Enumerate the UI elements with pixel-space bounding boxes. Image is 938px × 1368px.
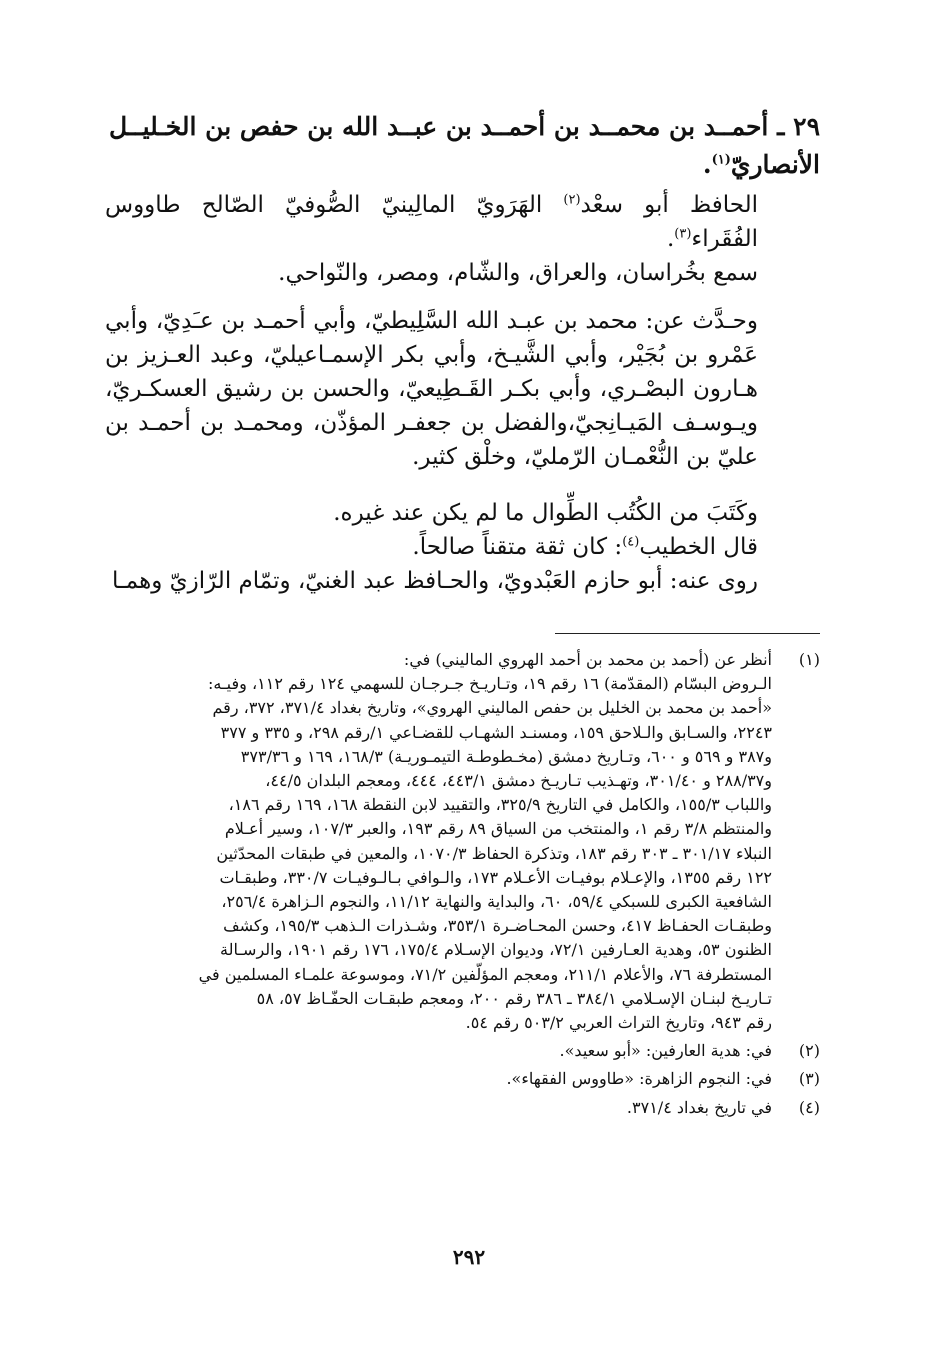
paragraph-text: قال الخطيب <box>639 534 758 560</box>
paragraph-text: . <box>666 226 675 252</box>
paragraph <box>105 530 820 564</box>
footnote-ref[interactable]: (١) <box>711 152 731 168</box>
main-text <box>105 108 820 598</box>
footnote-line: ٢٢٤٣، والسـابق والـلاحق ١٥٩، ومسنـد الشهـاب للقضـاعي ١/رقم ٢٩٨، و ٣٣٥ و ٣٧٧ <box>220 722 772 742</box>
footnote-line: رقم ٩٤٣، وتاريخ التراث العربي ٥٠٣/٢ رقم ٥٤. <box>465 1013 772 1033</box>
footnote-ref[interactable]: (٤) <box>622 534 640 550</box>
entry-dash: ـ <box>777 112 785 141</box>
footnote-number: (٢) <box>798 1041 820 1061</box>
footnote-text <box>105 1096 772 1120</box>
footnote-line: واللباب ١٥٥/٣، والكامل في التاريخ ٣٢٥/٩، والتقييد لابن النقطة ١٦٨، ١٦٩ رقم ١٨٦، <box>228 795 772 815</box>
paragraphs <box>105 188 820 598</box>
footnote-line: الـروض البسّام (المقدّمة) ١٦ رقم ١٩، وتـاريـخ جـرجـان للسهمي ١٢٤ رقم ١١٢، وفيـه: <box>208 674 772 694</box>
footnote <box>105 648 820 1035</box>
paragraph-text: روى عنه: أبو حازم العَبْدويّ، والحـافظ عبد الغنيّ، وتمّام الرّازيّ وهمـا <box>112 568 758 594</box>
footnote-line: وطبقـات الحفـاظ ٤١٧، وحسن المحـاضـرة ٣٥٣/١، وشـذرات الـذهب ١٩٥/٣، وكشف <box>223 916 772 936</box>
footnote-line: «أحمد بن محمد بن الخليل بن حفص الماليني الهروي»، وتاريخ بغداد ٣٧١/٤، ٣٧٢، رقم <box>212 698 772 718</box>
footnote-ref[interactable]: (٣) <box>674 226 692 242</box>
footnotes <box>105 648 820 1120</box>
paragraph <box>105 304 820 474</box>
footnote-number: (٤) <box>798 1097 820 1117</box>
footnote-number: (١) <box>798 650 820 669</box>
page-number: ٢٩٢ <box>452 1245 486 1269</box>
paragraph-text: الهَرَويّ المالِينيّ الصُّوفيّ الصّالح طاووس الفُقَراء <box>105 192 758 252</box>
entry-title-end: . <box>702 150 712 179</box>
footnote <box>105 1039 820 1063</box>
footnote-line: و٣٨٧ و ٥٦٩ و ٦٠٠، وتـاريخ دمشق (مخـطوطـة التيمـوريـة) ١٦٨/٣، ١٦٩ و ٣٧٣/٣٦ <box>240 746 772 766</box>
footnote <box>105 1067 820 1091</box>
paragraph <box>105 256 820 290</box>
footnote-line: الظنون ٥٣، وهدية العـارفين ٧٢/١، وديوان الإسـلام ١٧٥/٤، ١٧٦ رقم ١٩٠١، والرسـالة <box>220 940 772 960</box>
entry-heading <box>105 108 820 184</box>
footnote-line: و٢٨٨/٣٧ و ٣٠١/٤٠، وتهـذيب تـاريـخ دمشق ٤٤٣/١، ٤٤٤، ومعجم البلدان ٤٤/٥، <box>265 771 772 791</box>
footnote-line: في: النجوم الزاهرة: «طاووس الفقهاء». <box>506 1069 772 1089</box>
footnote-line: ١٢٢ رقم ١٣٥٥، والإعـلام بوفيـات الأعـلام ١٧٣، والـوافي بـالـوفيـات ٣٣٠/٧، وطبقـات <box>219 867 772 887</box>
paragraph <box>105 496 820 530</box>
paragraph-text: وحـدَّث عن: محمد بن عبـد الله السَّلِيطيّ، وأبي أحمـد بن عـَدِيّ، وأبي عَمْرو بن بُجَيْر، وأبي الشَّيـخ، وأبي بكر الإسمـاعيليّ، وعبد العـزيز بن هـارون البصْـري، وأبي بكـر القَـطِيعيّ، والحسن بن رشيق العسكـريّ، ويـوسـف المَيـانِجيّ،والفضل بن جعفـر المؤذّن، ومحمـد بن أحمـد بن عليّ بن النُّعْمـان الرّمليّ، وخلْق كثير. <box>105 308 758 470</box>
footnote-line: تـاريـخ لبنـان الإسـلامي ٣٨٤/١ ـ ٣٨٦ رقم ٢٠٠، ومعجم طبقـات الحفّـاظ ٥٧، ٥٨ <box>256 988 772 1008</box>
paragraph-text: سمع بخُراسان، والعراق، والشّام، ومصر، والنّواحي. <box>278 260 758 286</box>
footnote-ref[interactable]: (٢) <box>563 192 581 208</box>
footnote-line: في تاريخ بغداد ٣٧١/٤. <box>626 1097 772 1117</box>
entry-title-line1: أحمــد بن محمــد بن أحمــد بن عبــد الله بن حفص بن الخـليــل <box>109 112 769 141</box>
footnote-text <box>105 1039 772 1063</box>
footnote-line: أنظر عن (أحمد بن محمد بن أحمد الهروي الماليني) في: <box>403 650 772 669</box>
entry-number: ٢٩ <box>793 112 820 141</box>
footnote <box>105 1096 820 1120</box>
paragraph <box>105 188 820 256</box>
paragraph <box>105 564 820 598</box>
footnote-line: الشافعية الكبرى للسبكي ٥٩/٤، ٦٠، والبداية والنهاية ١١/١٢، والنجوم الـزاهرة ٢٥٦/٤، <box>221 892 772 912</box>
footnote-number: (٣) <box>798 1069 820 1089</box>
paragraph-text: وكَتَبَ من الكُتُب الطِّوال ما لم يكن عند غيره. <box>333 500 758 526</box>
footnote-separator <box>555 633 820 634</box>
footnote-line: في: هدية العارفين: «أبو سعيد». <box>559 1041 772 1061</box>
footnote-text <box>105 648 772 1035</box>
footnote-line: النبلاء ٣٠١/١٧ ـ ٣٠٣ رقم ١٨٣، وتذكرة الحفاظ ١٠٧٠/٣، والمعين في طبقات المحدّثين <box>216 843 772 863</box>
paragraph-text: : كان ثقة متقناً صالحاً. <box>412 534 623 560</box>
entry-title-line2: الأنصاريّ <box>730 150 820 179</box>
footnote-line: والمنتظم ٣/٨ رقم ١، والمنتخب من السياق ٨٩ رقم ١٩٣، والعبر ١٠٧/٣، وسير أعـلام <box>224 819 772 839</box>
footnote-text <box>105 1067 772 1091</box>
footnote-line: المستطرفة ٧٦، والأعلام ٢١١/١، ومعجم المؤلّفين ٧١/٢، وموسوعة علمـاء المسلمين في <box>198 964 772 984</box>
paragraph-text: الحافظ أبو سعْد <box>580 192 758 218</box>
